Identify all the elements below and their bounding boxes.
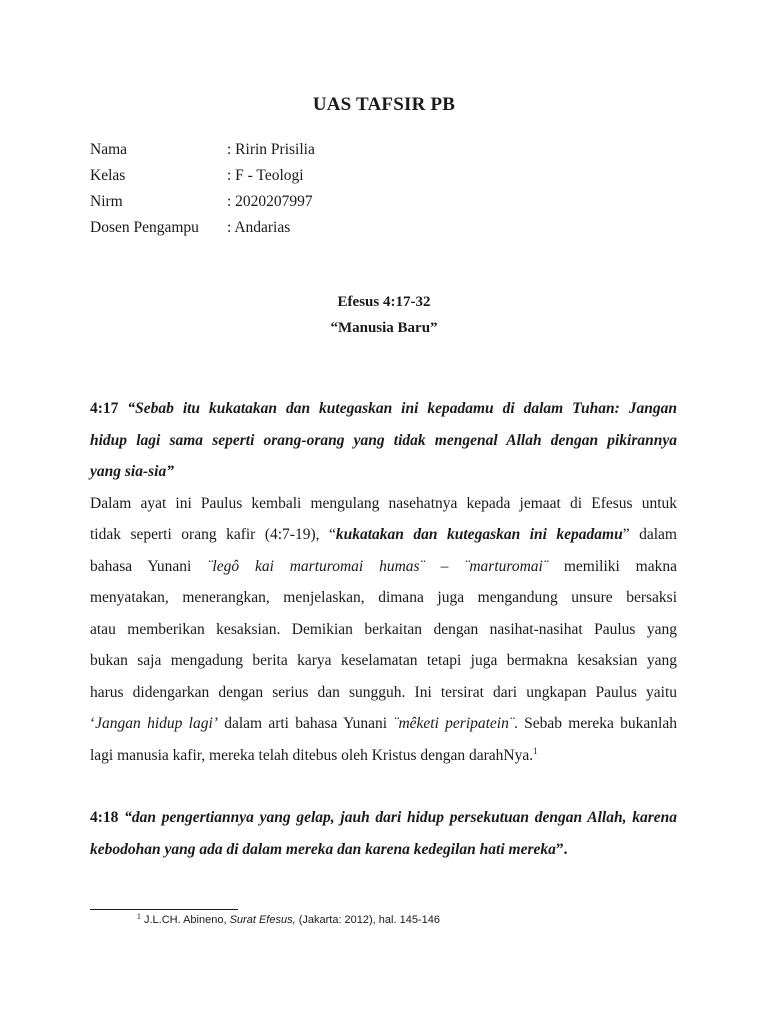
passage-reference: Efesus 4:17-32 [337,294,431,310]
identity-row-kelas [90,163,315,189]
paragraph-text: ” dalam [622,526,677,543]
footnote-divider [90,909,238,910]
identity-label: Nirm [90,193,123,210]
emphasis-text: kukatakan dan kutegaskan ini kepadamu [335,526,623,543]
identity-value: : F - Teologi [227,167,304,184]
passage-theme: “Manusia Baru” [330,320,438,336]
verse-text: yang sia-sia” [90,463,174,480]
paragraph-text: bahasa Yunani [90,557,192,575]
identity-value: : Andarias [227,219,291,236]
identity-label: Kelas [90,167,126,184]
paragraph-line [90,740,677,772]
footnote-number: 1 [137,913,141,921]
identity-value: : 2020207997 [227,193,313,210]
verse-text: ”. [555,840,568,858]
paragraph-line: menyatakan, menerangkan, menjelaskan, dimana juga mengandung unsure bersaksi [90,589,677,606]
verse-number: 4:18 [90,809,119,826]
identity-row-dosen [90,215,315,241]
identity-row-nama [90,137,315,163]
greek-term: ¨mêketi peripatein¨ [393,715,515,732]
paragraph-text: tidak seperti orang kafir (4:7-19), “ [90,526,336,543]
verse-line [90,456,677,488]
verse-text: “dan pengertiannya yang gelap, jauh dari hidup persekutuan dengan Allah, karena [124,809,677,826]
dash: – [440,557,449,575]
verse-number: 4:17 [90,400,119,417]
identity-block [90,137,315,241]
paragraph-text: . Sebab mereka bukanlah [514,715,677,732]
document-title: UAS TAFSIR PB [312,94,456,115]
identity-label: Nama [90,141,128,158]
identity-row-nirm [90,189,315,215]
footnote-author: J.L.CH. Abineno, [143,914,227,926]
paragraph-line [90,708,677,740]
verse-4-18 [90,802,677,865]
paragraph-text: lagi manusia kafir, mereka telah ditebus oleh Kristus dengan darahNya. [90,746,534,764]
greek-term: ¨marturomai¨ [464,557,548,575]
footnote-ref[interactable]: 1 [533,745,538,756]
paragraph-line: atau memberikan kesaksian. Demikian berkaitan dengan nasihat-nasihat Paulus yang [90,620,677,638]
greek-term: ¨legô kai marturomai humas¨ [207,557,425,575]
italic-text: Jangan hidup lagi’ [95,715,218,732]
verse-text: kebodohan yang ada di dalam mereka dan karena kedegilan hati mereka [90,840,556,858]
verse-line [90,802,677,834]
verse-line [90,834,677,866]
footnote-book: Surat Efesus, [229,914,296,926]
paragraph-text: memiliki makna [563,557,677,575]
identity-value: : Ririn Prisilia [227,141,315,158]
paragraph-line: harus didengarkan dengan serius dan sungguh. Ini tersirat dari ungkapan Paulus yaitu [90,683,677,701]
verse-line [90,425,677,457]
verse-line [90,393,677,425]
paragraph-text: dalam arti bahasa Yunani [224,715,388,732]
paragraph-line: Dalam ayat ini Paulus kembali mengulang nasehatnya kepada jemaat di Efesus untuk [90,494,677,512]
verse-text: hidup lagi sama seperti orang-orang yang tidak mengenal Allah dengan pikirannya [90,431,677,449]
footnote-details: (Jakarta: 2012), hal. 145-146 [298,914,440,926]
paragraph-line [90,519,677,551]
identity-label: Dosen Pengampu [90,219,199,236]
verse-4-17 [90,393,677,771]
footnote [137,914,440,926]
paragraph-line [90,551,677,583]
verse-text: “Sebab itu kukatakan dan kutegaskan ini kepadamu di dalam Tuhan: Jangan [127,400,678,417]
paragraph-text: ‘ [90,715,96,732]
paragraph-line: bukan saja mengadung berita karya keselamatan tetapi juga bermakna kesaksian yang [90,652,677,669]
